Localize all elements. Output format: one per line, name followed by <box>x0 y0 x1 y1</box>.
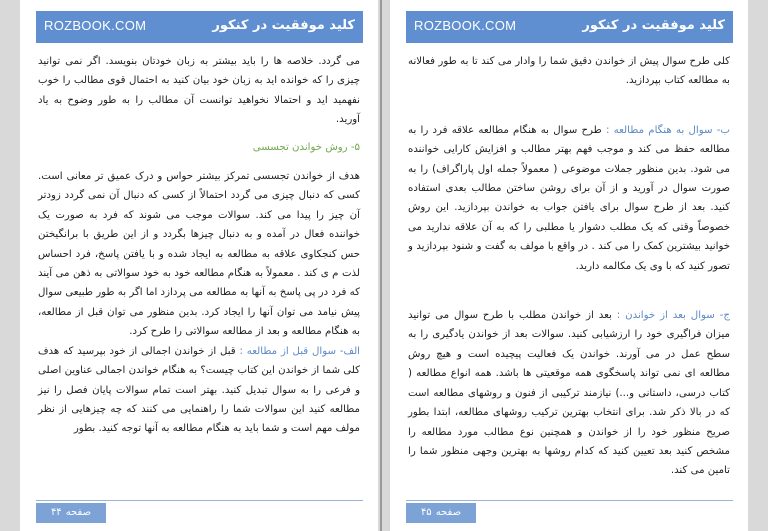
page-header <box>36 11 363 43</box>
paragraph <box>408 306 730 481</box>
page-number-badge <box>36 503 106 523</box>
paragraph-text: قبل از خواندن اجمالی از خود بپرسید که هدف کلی شما از خواندن این کتاب چیست؟ به هنگام خواندن اجمالی عناوین اصلی و فرعی را به سوال تبدیل کنید. بهتر است تمام سوالات پایان فصل را نیز مطالعه کنید این سوالات شما را راهنمایی می کنند که چه چیزهایی از نظر مولف مهم است و شما باید به هنگام مطالعه به آنها توجه کنید. بطور <box>38 345 360 435</box>
page-header <box>406 11 733 43</box>
page-label: صفحه <box>435 507 462 518</box>
subsection-heading: ب- سوال به هنگام مطالعه : <box>606 124 730 136</box>
section-title: ۵- روش خواندن تجسسی <box>252 141 360 153</box>
page-number: ۴۴ <box>50 507 62 518</box>
paragraph <box>408 121 730 276</box>
subsection-heading: الف- سوال قبل از مطالعه : <box>239 345 360 357</box>
paragraph: کلی طرح سوال پیش از خواندن دقیق شما را وادار می کند تا به طور فعالانه به مطالعه کتاب بپردازید. <box>408 56 730 87</box>
page-divider <box>380 0 382 531</box>
left-page <box>20 0 378 531</box>
page-number: ۴۵ <box>420 507 432 518</box>
paragraph <box>38 342 360 439</box>
page-label: صفحه <box>65 507 92 518</box>
site-name: ROZBOOK.COM <box>44 18 147 33</box>
page-body <box>38 52 360 439</box>
page-footer <box>406 500 733 523</box>
right-page <box>390 0 748 531</box>
paragraph: هدف از خواندن تجسسی تمرکز بیشتر حواس و درک عمیق تر معانی است. کسی که دنبال چیزی می گردد احتمالاً از کسی که دنبال آن نمی گردد زودتر آن چیز را پیدا می کند. سوالات موجب می شوند که فرد به صورت یک خواننده فعال در آمده و به دنبال چیزها بگردد و از این طریق با برانگیختن حس کنجکاوی علاقه به مطالعه به ایجاد شده و با یافتن پاسخ، فرد احساس لذت م ی کند . معمولاً به هنگام مطالعه خود به خود سوالاتی به ذهن می آیند که فرد در پی پاسخ به آنها به مطالعه می پردازد اما اگر به طور طبیعی سوال پیش نیامد می توان آنها را ایجاد کرد. بدین منظور می توان قبل از مطالعه، به هنگام مطالعه و بعد از مطالعه سوالاتی را طرح کرد. <box>38 171 360 338</box>
page-body <box>408 52 730 481</box>
paragraph-text: طرح سوال به هنگام مطالعه علاقه فرد را به مطالعه حفظ می کند و موجب فهم بهتر مطالب و افزایش کارایی خواننده می شود. بدین منظور جملات موضوعی ( معمولاً جمله اول پاراگراف) را به صورت سوال در آورید و از آن برای روشن ساختن مطالب بعدی استفاده کنید. بعد از طرح سوال برای یافتن جواب به خواندن بپردازید. این روش خصوصاً وقتی که یک مطلب دشوار یا مطلبی را که به آن علاقه ندارید می خوانید بیشترین کمک را می کند . در واقع با مولف به گفت و شنود بپردازید و تصور کنید که با وی یک مکالمه دارید. <box>408 124 730 272</box>
page-footer <box>36 500 363 523</box>
paragraph-text: بعد از خواندن مطلب با طرح سوال می توانید میزان فراگیری خود را ارزشیابی کنید. سوالات بعد از خواندن یادگیری را به سطح عمل در می آورند. خواندن یک فعالیت پیچیده است و هیچ روش مطالعه ای نمی تواند پاسخگوی همه موقعیتی ها باشد. همه انواع مطالعه ( کتاب درسی، داستانی و...) نیازمند ترکیبی از فنون و روشهای مطالعه است که در بالا ذکر شد. برای انتخاب بهترین ترکیب روشهای مطالعه، ابتدا بطور صریح منظور خود را از خواندن و همچنین نوع مطالب مورد مطالعه را مشخص کنید بعد تعیین کنید که کدام روشها به بهترین وجهی منظور شما را تامین می کند. <box>408 310 730 477</box>
site-name: ROZBOOK.COM <box>414 18 517 33</box>
paragraph: می گردد. خلاصه ها را باید بیشتر به زبان خودتان بنویسد. اگر نمی توانید چیزی را که خوانده اید به زبان خود بیان کنید به احتمال قوی مطالب را خوب نفهمید اید و احتمالا نخواهید توانست آن مطالب را به طور وضوح به یاد آورید. <box>38 56 360 126</box>
page-number-badge <box>406 503 476 523</box>
book-title: کلید موفقیت در کنکور <box>582 18 725 33</box>
subsection-heading: ج- سوال بعد از خواندن : <box>616 310 730 322</box>
book-title: کلید موفقیت در کنکور <box>212 18 355 33</box>
